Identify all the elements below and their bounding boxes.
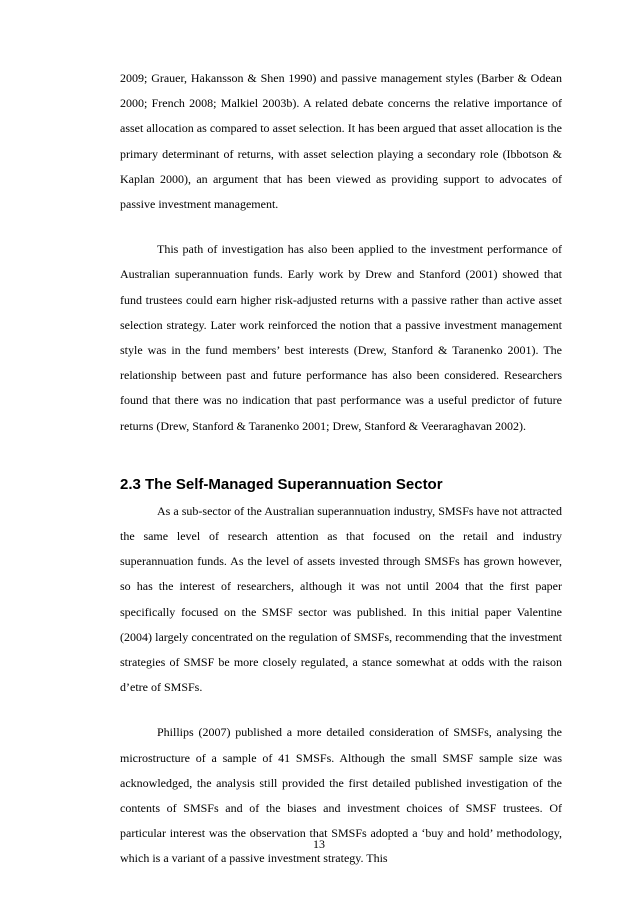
paragraph-smsf-sector: As a sub-sector of the Australian superannuation industry, SMSFs have not attracted the same level of research attention as that focused on the retail and industry superannuation funds. As the level of assets invested through SMSFs has grown however, so has the interest of researchers, although it was not until 2004 that the first paper specifically focused on the SMSF sector was published. In this initial paper Valentine (2004) largely concentrated on the regulation of SMSFs, recommending that the investment strategies of SMSF be more closely regulated, a stance somewhat at odds with the raison d’etre of SMSFs. bbox=[120, 503, 562, 695]
section-heading: 2.3 The Self-Managed Superannuation Sector bbox=[120, 475, 443, 493]
paragraph-phillips: Phillips (2007) published a more detailed consideration of SMSFs, analysing the microstructure of a sample of 41 SMSFs. Although the small SMSF sample size was acknowledged, the analysis still provided the first detailed published investigation of the contents of SMSFs and of the biases and investment choices of SMSF trustees. Of particular interest was the observation that SMSFs adopted a ‘buy and hold’ methodology, which is a variant of a passive investment strategy. This bbox=[120, 725, 562, 866]
paragraph-continuation: 2009; Grauer, Hakansson & Shen 1990) and passive management styles (Barber & Odean 2000; French 2008; Malkiel 2003b). A related debate concerns the relative importance of asset allocation as compared to asset selection. It has been argued that asset allocation is the primary determinant of returns, with asset selection playing a secondary role (Ibbotson & Kaplan 2000), an argument that has been viewed as providing support to advocates of passive investment management. bbox=[120, 71, 562, 212]
page-number: 13 bbox=[313, 837, 325, 851]
document-page bbox=[120, 66, 562, 872]
paragraph-investigation-path: This path of investigation has also been applied to the investment performance of Australian superannuation funds. Early work by Drew and Stanford (2001) showed that fund trustees could earn higher risk-adjusted returns with a passive rather than active asset selection strategy. Later work reinforced the notion that a passive investment management style was in the fund members’ best interests (Drew, Stanford & Taranenko 2001). The relationship between past and future performance has also been considered. Researchers found that there was no indication that past performance was a useful predictor of future returns (Drew, Stanford & Taranenko 2001; Drew, Stanford & Veeraraghavan 2002). bbox=[120, 242, 562, 433]
